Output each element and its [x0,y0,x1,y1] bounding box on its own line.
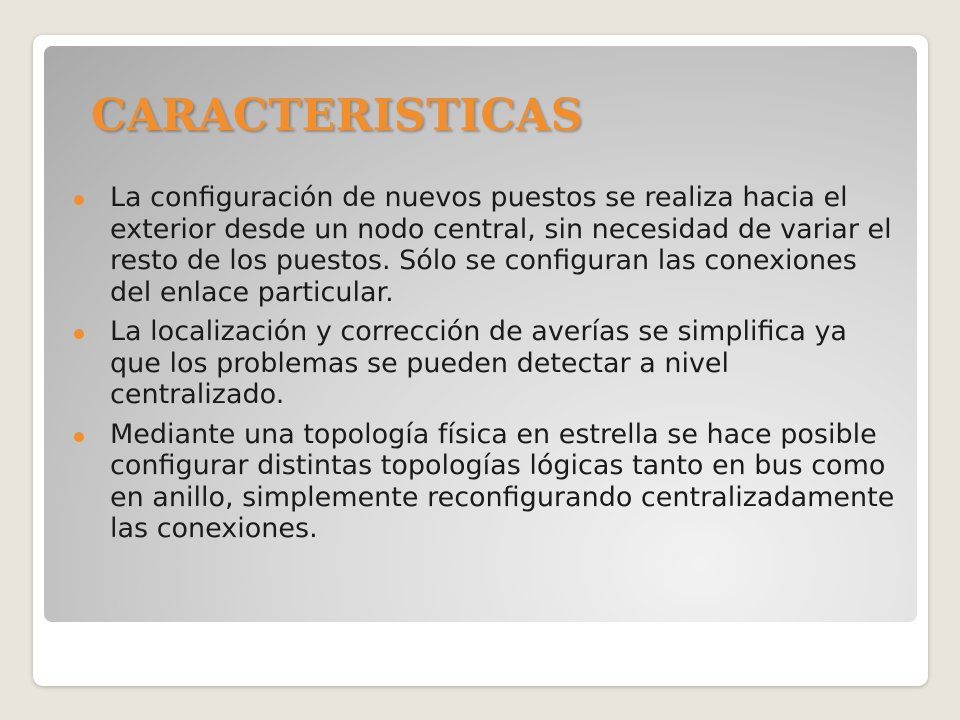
bullet-dot-icon [74,195,84,205]
bullet-text: La configuración de nuevos puestos se realiza hacia el exterior desde un nodo central, sin necesidad de variar el resto de los puestos. Sólo se configuran las conexiones del enlace particular. [110,182,892,308]
bullet-item [74,182,904,308]
bullet-text: Mediante una topología física en estrella se hace posible configurar distintas topologías lógicas tanto en bus como en anillo, simplemente reconfigurando centralizadamente las conexiones. [110,418,895,544]
content-panel [44,46,917,622]
bullet-dot-icon [74,329,84,339]
bullet-list [74,182,904,553]
bullet-dot-icon [74,432,84,442]
bullet-text: La localización y corrección de averías se simplifica ya que los problemas se pueden detectar a nivel centralizado. [110,316,847,410]
slide-frame [33,35,928,686]
slide-title: CARACTERISTICAS [91,90,583,141]
bullet-item [74,419,904,545]
bullet-item [74,316,904,411]
